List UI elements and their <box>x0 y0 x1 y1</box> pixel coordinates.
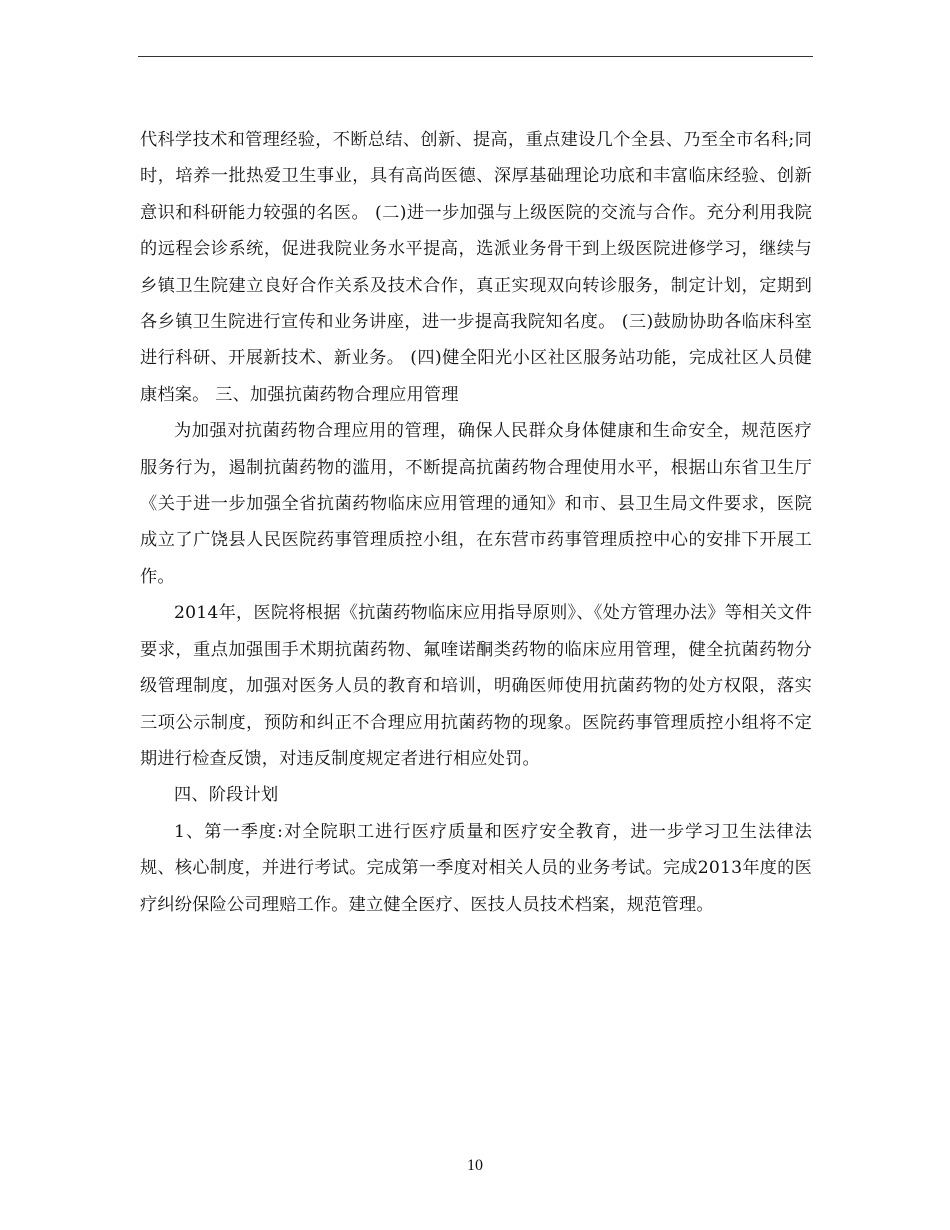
page-number: 10 <box>467 1157 483 1174</box>
document-body <box>140 122 812 923</box>
paragraph-continued: 代科学技术和管理经验，不断总结、创新、提高，重点建设几个全县、乃至全市名科;同时，培养一批热爱卫生事业，具有高尚医德、深厚基础理论功底和丰富临床经验、创新意识和科研能力较强的名医。 (二)进一步加强与上级医院的交流与合作。充分利用我院的远程会诊系统，促进我院业务水平提高，选派业务骨干到上级医院进修学习，继续与乡镇卫生院建立良好合作关系及技术合作，真正实现双向转诊服务，制定计划，定期到各乡镇卫生院进行宣传和业务讲座，进一步提高我院知名度。 (三)鼓励协助各临床科室进行科研、开展新技术、新业务。 (四)健全阳光小区社区服务站功能，完成社区人员健康档案。 三、加强抗菌药物合理应用管理 <box>140 130 812 405</box>
section-heading-phase-plan: 四、阶段计划 <box>174 785 279 806</box>
paragraph-2014-plan: 2014年，医院将根据《抗菌药物临床应用指导原则》、《处方管理办法》等相关文件要求，重点加强围手术期抗菌药物、氟喹诺酮类药物的临床应用管理，健全抗菌药物分级管理制度，加强对医务人员的教育和培训，明确医师使用抗菌药物的处方权限，落实三项公示制度，预防和纠正不合理应用抗菌药物的现象。医院药事管理质控小组将不定期进行检查反馈，对违反制度规定者进行相应处罚。 <box>140 603 812 769</box>
paragraph-antibiotic-management: 为加强对抗菌药物合理应用的管理，确保人民群众身体健康和生命安全，规范医疗服务行为，遏制抗菌药物的滥用，不断提高抗菌药物合理使用水平，根据山东省卫生厅《关于进一步加强全省抗菌药物临床应用管理的通知》和市、县卫生局文件要求，医院成立了广饶县人民医院药事管理质控小组，在东营市药事管理质控中心的安排下开展工作。 <box>140 421 812 587</box>
header-rule <box>138 56 813 57</box>
paragraph-first-quarter: 1、第一季度:对全院职工进行医疗质量和医疗安全教育，进一步学习卫生法律法规、核心制度，并进行考试。完成第一季度对相关人员的业务考试。完成2013年度的医疗纠纷保险公司理赔工作。建立健全医疗、医技人员技术档案，规范管理。 <box>140 821 812 915</box>
